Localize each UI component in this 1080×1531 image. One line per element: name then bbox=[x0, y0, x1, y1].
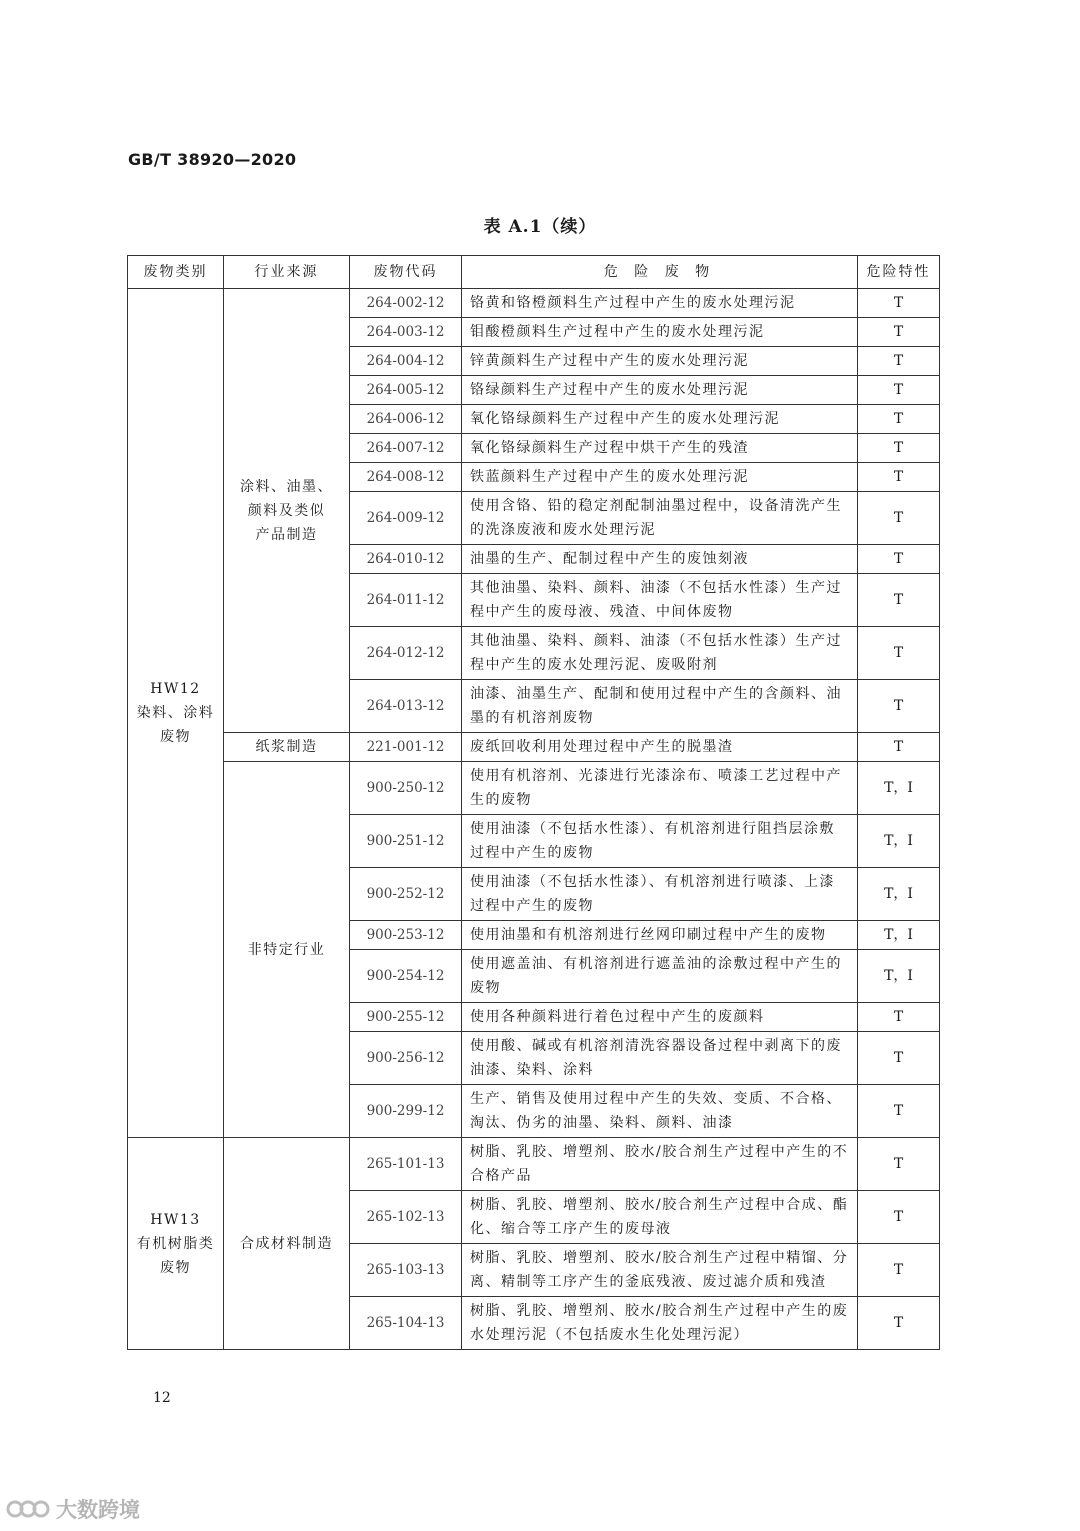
hazard-cell: T bbox=[858, 545, 940, 574]
hazard-cell: T bbox=[858, 1085, 940, 1138]
code-cell: 265-101-13 bbox=[350, 1138, 462, 1191]
waste-cell: 使用油墨和有机溶剂进行丝网印刷过程中产生的废物 bbox=[462, 921, 858, 950]
hazard-cell: T bbox=[858, 1297, 940, 1350]
code-cell: 900-253-12 bbox=[350, 921, 462, 950]
waste-cell: 其他油墨、染料、颜料、油漆（不包括水性漆）生产过程中产生的废水处理污泥、废吸附剂 bbox=[462, 627, 858, 680]
hazard-cell: T bbox=[858, 463, 940, 492]
hazard-cell: T，I bbox=[858, 762, 940, 815]
code-cell: 264-007-12 bbox=[350, 434, 462, 463]
source-cell: 纸浆制造 bbox=[224, 733, 350, 762]
hazard-cell: T bbox=[858, 434, 940, 463]
waste-cell: 铁蓝颜料生产过程中产生的废水处理污泥 bbox=[462, 463, 858, 492]
hazard-cell: T bbox=[858, 1138, 940, 1191]
hazard-cell: T bbox=[858, 1003, 940, 1032]
code-cell: 264-009-12 bbox=[350, 492, 462, 545]
watermark bbox=[6, 1494, 140, 1524]
code-cell: 900-250-12 bbox=[350, 762, 462, 815]
hazard-cell: T bbox=[858, 405, 940, 434]
hazard-cell: T bbox=[858, 289, 940, 318]
hazard-cell: T bbox=[858, 574, 940, 627]
waste-cell: 其他油墨、染料、颜料、油漆（不包括水性漆）生产过程中产生的废母液、残渣、中间体废物 bbox=[462, 574, 858, 627]
waste-cell: 氧化铬绿颜料生产过程中烘干产生的残渣 bbox=[462, 434, 858, 463]
brand-logo-icon bbox=[6, 1496, 50, 1522]
hazard-cell: T bbox=[858, 627, 940, 680]
code-cell: 900-251-12 bbox=[350, 815, 462, 868]
waste-cell: 锌黄颜料生产过程中产生的废水处理污泥 bbox=[462, 347, 858, 376]
waste-cell: 使用油漆（不包括水性漆）、有机溶剂进行阻挡层涂敷过程中产生的废物 bbox=[462, 815, 858, 868]
column-header-category: 废物类别 bbox=[128, 256, 224, 289]
table-header-row bbox=[128, 256, 940, 289]
hazard-cell: T bbox=[858, 1244, 940, 1297]
waste-cell: 生产、销售及使用过程中产生的失效、变质、不合格、淘汰、伪劣的油墨、染料、颜料、油漆 bbox=[462, 1085, 858, 1138]
waste-cell: 铬黄和铬橙颜料生产过程中产生的废水处理污泥 bbox=[462, 289, 858, 318]
table-row bbox=[128, 733, 940, 762]
waste-cell: 树脂、乳胶、增塑剂、胶水/胶合剂生产过程中精馏、分离、精制等工序产生的釜底残液、废过滤介质和残渣 bbox=[462, 1244, 858, 1297]
code-cell: 264-011-12 bbox=[350, 574, 462, 627]
waste-cell: 树脂、乳胶、增塑剂、胶水/胶合剂生产过程中合成、酯化、缩合等工序产生的废母液 bbox=[462, 1191, 858, 1244]
code-cell: 264-012-12 bbox=[350, 627, 462, 680]
waste-cell: 使用酸、碱或有机溶剂清洗容器设备过程中剥离下的废油漆、染料、涂料 bbox=[462, 1032, 858, 1085]
code-cell: 264-008-12 bbox=[350, 463, 462, 492]
code-cell: 265-102-13 bbox=[350, 1191, 462, 1244]
standard-number: GB/T 38920—2020 bbox=[128, 150, 297, 169]
table-row bbox=[128, 762, 940, 815]
source-cell: 涂料、油墨、 颜料及类似 产品制造 bbox=[224, 289, 350, 733]
hazard-cell: T bbox=[858, 1032, 940, 1085]
waste-cell: 使用各种颜料进行着色过程中产生的废颜料 bbox=[462, 1003, 858, 1032]
table-row bbox=[128, 1138, 940, 1191]
hazard-cell: T bbox=[858, 376, 940, 405]
waste-cell: 油漆、油墨生产、配制和使用过程中产生的含颜料、油墨的有机溶剂废物 bbox=[462, 680, 858, 733]
code-cell: 264-010-12 bbox=[350, 545, 462, 574]
category-cell: HW13 有机树脂类 废物 bbox=[128, 1138, 224, 1350]
code-cell: 900-299-12 bbox=[350, 1085, 462, 1138]
waste-cell: 使用有机溶剂、光漆进行光漆涂布、喷漆工艺过程中产生的废物 bbox=[462, 762, 858, 815]
waste-cell: 钼酸橙颜料生产过程中产生的废水处理污泥 bbox=[462, 318, 858, 347]
column-header-waste: 危 险 废 物 bbox=[462, 256, 858, 289]
code-cell: 265-103-13 bbox=[350, 1244, 462, 1297]
code-cell: 221-001-12 bbox=[350, 733, 462, 762]
code-cell: 264-005-12 bbox=[350, 376, 462, 405]
code-cell: 264-004-12 bbox=[350, 347, 462, 376]
waste-cell: 油墨的生产、配制过程中产生的废蚀刻液 bbox=[462, 545, 858, 574]
table-title: 表 A.1（续） bbox=[483, 217, 597, 237]
hazard-cell: T bbox=[858, 347, 940, 376]
hazard-cell: T bbox=[858, 1191, 940, 1244]
waste-cell: 使用含铬、铅的稳定剂配制油墨过程中，设备清洗产生的洗涤废液和废水处理污泥 bbox=[462, 492, 858, 545]
category-cell: HW12 染料、涂料 废物 bbox=[128, 289, 224, 1138]
code-cell: 900-255-12 bbox=[350, 1003, 462, 1032]
source-cell: 合成材料制造 bbox=[224, 1138, 350, 1350]
hazard-cell: T bbox=[858, 680, 940, 733]
hazard-cell: T，I bbox=[858, 868, 940, 921]
code-cell: 264-003-12 bbox=[350, 318, 462, 347]
waste-cell: 使用油漆（不包括水性漆）、有机溶剂进行喷漆、上漆过程中产生的废物 bbox=[462, 868, 858, 921]
waste-cell: 氧化铬绿颜料生产过程中产生的废水处理污泥 bbox=[462, 405, 858, 434]
waste-cell: 废纸回收利用处理过程中产生的脱墨渣 bbox=[462, 733, 858, 762]
hazardous-waste-table bbox=[127, 255, 940, 1350]
waste-cell: 树脂、乳胶、增塑剂、胶水/胶合剂生产过程中产生的不合格产品 bbox=[462, 1138, 858, 1191]
page-number: 12 bbox=[153, 1390, 171, 1406]
code-cell: 264-013-12 bbox=[350, 680, 462, 733]
code-cell: 900-252-12 bbox=[350, 868, 462, 921]
waste-cell: 树脂、乳胶、增塑剂、胶水/胶合剂生产过程中产生的废水处理污泥（不包括废水生化处理污泥） bbox=[462, 1297, 858, 1350]
code-cell: 265-104-13 bbox=[350, 1297, 462, 1350]
column-header-hazard: 危险特性 bbox=[858, 256, 940, 289]
hazard-cell: T，I bbox=[858, 950, 940, 1003]
column-header-code: 废物代码 bbox=[350, 256, 462, 289]
column-header-source: 行业来源 bbox=[224, 256, 350, 289]
source-cell: 非特定行业 bbox=[224, 762, 350, 1138]
code-cell: 264-006-12 bbox=[350, 405, 462, 434]
waste-cell: 使用遮盖油、有机溶剂进行遮盖油的涂敷过程中产生的废物 bbox=[462, 950, 858, 1003]
hazard-cell: T，I bbox=[858, 921, 940, 950]
table-row bbox=[128, 289, 940, 318]
waste-cell: 铬绿颜料生产过程中产生的废水处理污泥 bbox=[462, 376, 858, 405]
code-cell: 900-254-12 bbox=[350, 950, 462, 1003]
hazard-cell: T bbox=[858, 733, 940, 762]
code-cell: 264-002-12 bbox=[350, 289, 462, 318]
hazard-cell: T bbox=[858, 492, 940, 545]
hazard-cell: T bbox=[858, 318, 940, 347]
code-cell: 900-256-12 bbox=[350, 1032, 462, 1085]
watermark-text: 大数跨境 bbox=[56, 1498, 140, 1522]
hazard-cell: T，I bbox=[858, 815, 940, 868]
